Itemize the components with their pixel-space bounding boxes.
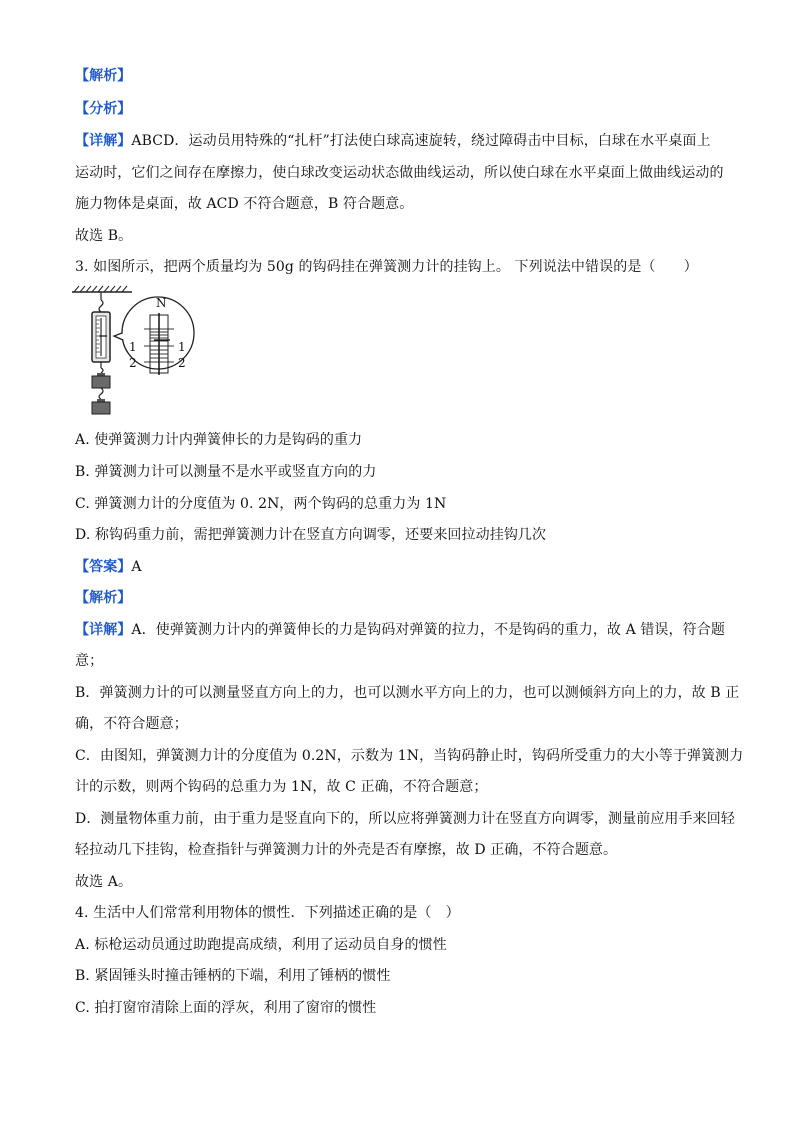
tick-label-left-1: 1 [129, 340, 137, 354]
tick-label-right-1: 1 [178, 340, 186, 354]
q3-answer [75, 557, 142, 577]
jiexi-label: 【解析】 [75, 68, 132, 84]
q4-option-a: A. 标枪运动员通过助跑提高成绩，利用了运动员自身的惯性 [75, 937, 447, 953]
q3-jiexi-heading [75, 588, 131, 608]
question-4-stem: 4. 生活中人们常常利用物体的惯性．下列描述正确的是（ ） [75, 905, 460, 921]
xiangjie-line-2-q2: 运动时，它们之间存在摩擦力，使白球改变运动状态做曲线运动，所以使白球在水平桌面上做曲线运动的 [75, 165, 724, 181]
daan-value: A [131, 559, 142, 575]
q3-xiangjie-b-line-2: 确，不符合题意； [75, 716, 188, 732]
q3-option-c: C. 弹簧测力计的分度值为 0. 2N，两个钩码的总重力为 1N [75, 496, 447, 512]
xiangjie-label: 【详解】 [75, 133, 132, 149]
spring-scale-figure [70, 284, 200, 416]
q3-option-d: D. 称钩码重力前，需把弹簧测力计在竖直方向调零，还要来回拉动挂钩几次 [75, 527, 547, 543]
unit-n-label: N [156, 296, 167, 310]
q3-xiangjie-b-line-1: B．弹簧测力计的可以测量竖直方向上的力，也可以测水平方向上的力，也可以测倾斜方向上的力，故 B 正 [75, 685, 740, 701]
q3-xiangjie-a-line-1 [75, 620, 725, 640]
q3-option-a: A. 使弹簧测力计内弹簧伸长的力是钩码的重力 [75, 432, 363, 448]
daan-label: 【答案】 [75, 559, 132, 575]
q3-xiangjie-a-line-2: 意； [75, 653, 104, 669]
question-3-stem: 3. 如图所示，把两个质量均为 50g 的钩码挂在弹簧测力计的挂钩上。 下列说法中错误的是（ ） [75, 259, 698, 275]
xiangjie-line-1-q2 [75, 131, 711, 151]
tick-label-right-2: 2 [178, 356, 186, 370]
fenxi-label: 【分析】 [75, 101, 132, 117]
q3-option-b: B. 弹簧测力计可以测量不是水平或竖直方向的力 [75, 464, 377, 480]
jiexi-label-q3: 【解析】 [75, 590, 132, 606]
q4-option-c: C. 拍打窗帘清除上面的浮灰，利用了窗帘的惯性 [75, 1000, 377, 1016]
q3-xiangjie-c-line-2: 计的示数，则两个钩码的总重力为 1N，故 C 正确，不符合题意； [75, 779, 488, 795]
conclusion-q2: 故选 B。 [75, 228, 133, 244]
jiexi-heading-q2 [75, 66, 131, 86]
xiangjie-a-text: A．使弹簧测力计内的弹簧伸长的力是钩码对弹簧的拉力，不是钩码的重力，故 A 错误，符合题 [131, 622, 725, 638]
xiangjie-label-q3: 【详解】 [75, 622, 132, 638]
tick-label-left-2: 2 [129, 356, 137, 370]
xiangjie-text: ABCD．运动员用特殊的“扎杆”打法使白球高速旋转，绕过障碍击中目标，白球在水平桌面上 [131, 133, 711, 149]
xiangjie-line-3-q2: 施力物体是桌面，故 ACD 不符合题意，B 符合题意。 [75, 196, 414, 212]
fenxi-heading-q2 [75, 99, 131, 119]
q3-xiangjie-d-line-2: 轻拉动几下挂钩，检查指针与弹簧测力计的外壳是否有摩擦，故 D 正确，不符合题意。 [75, 842, 618, 858]
q3-xiangjie-d-line-1: D．测量物体重力前，由于重力是竖直向下的，所以应将弹簧测力计在竖直方向调零，测量前应用手来回轻 [75, 811, 735, 827]
spring-scale-diagram [70, 284, 200, 416]
q3-conclusion: 故选 A。 [75, 874, 133, 890]
q3-xiangjie-c-line-1: C．由图知，弹簧测力计的分度值为 0.2N，示数为 1N，当钩码静止时，钩码所受重力的大小等于弹簧测力 [75, 748, 744, 764]
q4-option-b: B. 紧固锤头时撞击锤柄的下端，利用了锤柄的惯性 [75, 968, 391, 984]
